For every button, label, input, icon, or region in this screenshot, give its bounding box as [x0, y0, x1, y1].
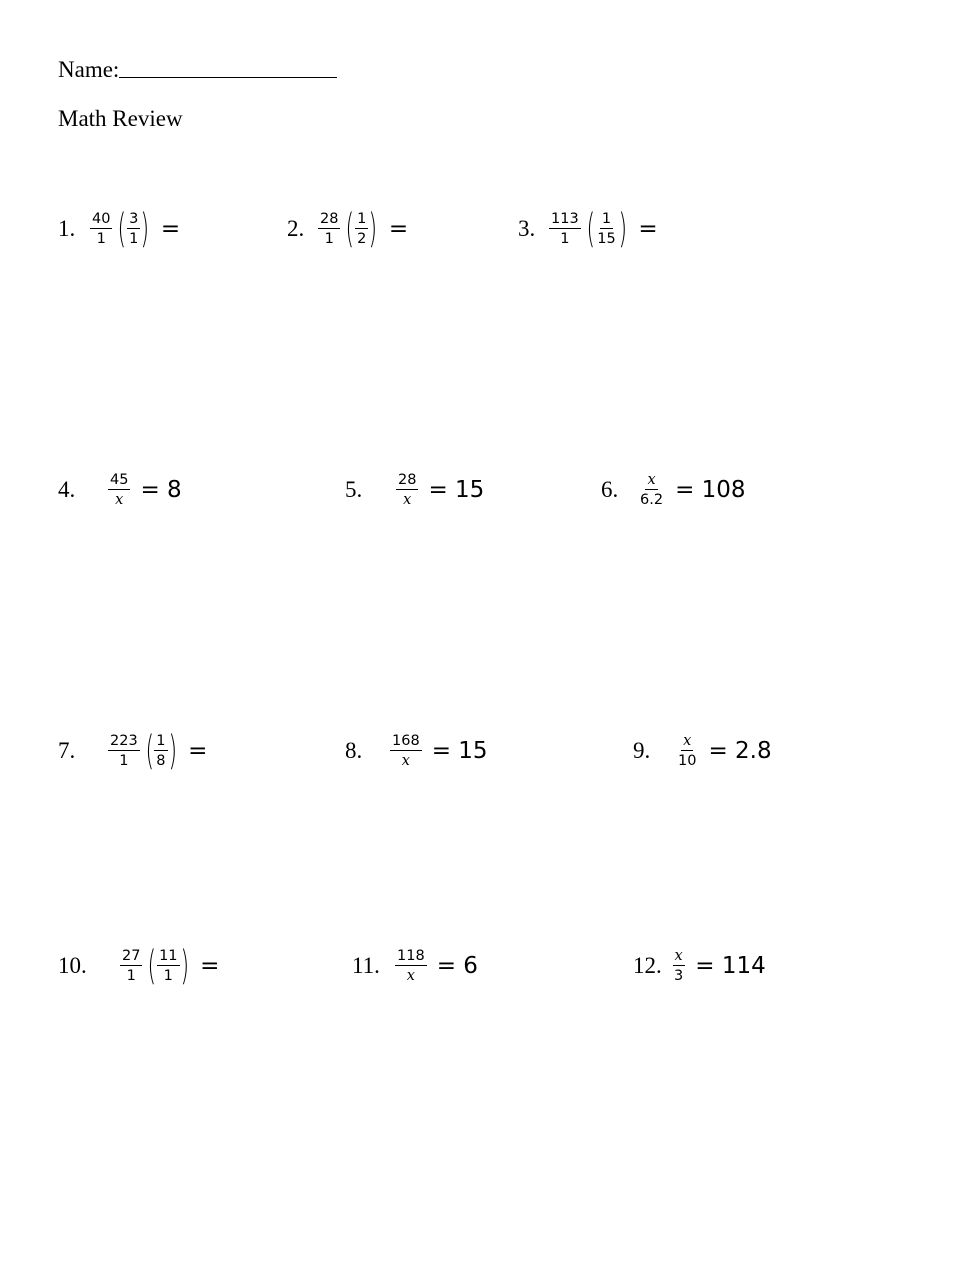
name-field [58, 57, 337, 83]
equation-rhs: = 114 [695, 953, 766, 979]
equation-rhs: = 8 [140, 477, 182, 503]
problem-number: 7. [58, 738, 76, 763]
fraction [127, 212, 140, 247]
problem-number: 10. [58, 953, 87, 978]
fraction-numerator: 45 [108, 473, 130, 491]
problem-number: 1. [58, 216, 76, 241]
fraction-numerator: 113 [549, 212, 581, 230]
fraction-numerator: 118 [395, 949, 427, 967]
left-paren: ( [145, 728, 154, 774]
fraction-denominator: x [406, 968, 415, 984]
fraction-denominator: 3 [674, 968, 684, 984]
problem-number: 6. [601, 477, 619, 502]
fraction [595, 212, 617, 247]
right-paren: ) [168, 728, 177, 774]
left-paren: ( [117, 206, 127, 252]
fraction-numerator: 11 [157, 949, 179, 967]
fraction-numerator: 223 [108, 734, 140, 752]
parenthesized-fraction [114, 206, 152, 252]
fraction-denominator: 15 [597, 231, 616, 247]
problem-number: 5. [345, 477, 363, 502]
fraction [395, 949, 427, 984]
fraction-numerator: 1 [154, 734, 167, 752]
equation-rhs: = [160, 216, 181, 242]
problem-expression [636, 460, 746, 520]
left-paren: ( [586, 206, 595, 252]
problem-expression [88, 199, 180, 259]
equation-rhs: = [388, 216, 409, 242]
problem-expression [393, 936, 478, 996]
fraction [676, 734, 698, 769]
fraction-denominator: 2 [357, 231, 367, 247]
parenthesized-fraction [144, 943, 192, 989]
problem-expression [547, 199, 658, 259]
problem-number: 3. [518, 216, 536, 241]
fraction-denominator: 1 [129, 231, 139, 247]
problem-expression [394, 460, 484, 520]
problem-expression [106, 721, 207, 781]
fraction [154, 734, 167, 769]
problem-number: 12. [633, 953, 662, 978]
equation-rhs: = [638, 216, 658, 242]
fraction-denominator: x [403, 492, 412, 508]
fraction [390, 734, 422, 769]
fraction-denominator: 1 [560, 231, 570, 247]
problem-expression [118, 936, 219, 996]
right-paren: ) [180, 943, 189, 989]
name-label: Name: [58, 57, 120, 82]
fraction-denominator: 1 [96, 231, 106, 247]
problem-number: 11. [352, 953, 380, 978]
fraction-denominator: 1 [119, 753, 129, 769]
fraction [396, 473, 418, 508]
fraction [672, 949, 685, 984]
fraction-denominator: x [115, 492, 124, 508]
fraction [355, 212, 368, 247]
parenthesized-fraction [142, 728, 180, 774]
problem-expression [670, 936, 766, 996]
fraction-numerator: 28 [396, 473, 418, 491]
fraction-denominator: x [401, 753, 410, 769]
equation-rhs: = 6 [436, 953, 478, 979]
fraction-denominator: 1 [126, 968, 136, 984]
fraction [108, 734, 140, 769]
fraction-numerator: 27 [120, 949, 142, 967]
problem-number: 4. [58, 477, 76, 502]
fraction-denominator: 1 [163, 968, 173, 984]
fraction-numerator: x [645, 473, 657, 491]
problem-number: 2. [287, 216, 305, 241]
problem-number: 8. [345, 738, 363, 763]
right-paren: ) [140, 206, 150, 252]
name-blank-line [119, 57, 337, 78]
right-paren: ) [618, 206, 627, 252]
fraction-numerator: 3 [127, 212, 140, 230]
fraction-numerator: x [673, 949, 685, 967]
fraction-denominator: 10 [678, 753, 697, 769]
left-paren: ( [345, 206, 355, 252]
fraction-numerator: x [681, 734, 693, 752]
equation-rhs: = [188, 738, 208, 764]
equation-rhs: = 108 [675, 477, 746, 503]
problem-expression [674, 721, 772, 781]
fraction-numerator: 1 [600, 212, 613, 230]
fraction-numerator: 168 [390, 734, 422, 752]
parenthesized-fraction [342, 206, 380, 252]
left-paren: ( [147, 943, 157, 989]
fraction-numerator: 1 [355, 212, 368, 230]
equation-rhs: = [200, 953, 220, 979]
fraction [638, 473, 665, 508]
right-paren: ) [368, 206, 378, 252]
parenthesized-fraction [583, 206, 631, 252]
equation-rhs: = 15 [431, 738, 488, 764]
fraction-numerator: 28 [318, 212, 340, 230]
problem-number: 9. [633, 738, 651, 763]
fraction-denominator: 1 [324, 231, 334, 247]
fraction [549, 212, 581, 247]
fraction [108, 473, 130, 508]
fraction-denominator: 6.2 [640, 492, 664, 508]
worksheet-title: Math Review [58, 106, 183, 131]
equation-rhs: = 15 [428, 477, 485, 503]
fraction [318, 212, 340, 247]
fraction-numerator: 40 [90, 212, 112, 230]
fraction [90, 212, 112, 247]
problem-expression [388, 721, 488, 781]
problem-expression [106, 460, 182, 520]
problem-expression [316, 199, 408, 259]
fraction [157, 949, 179, 984]
fraction [120, 949, 142, 984]
fraction-denominator: 8 [156, 753, 166, 769]
equation-rhs: = 2.8 [708, 738, 772, 764]
